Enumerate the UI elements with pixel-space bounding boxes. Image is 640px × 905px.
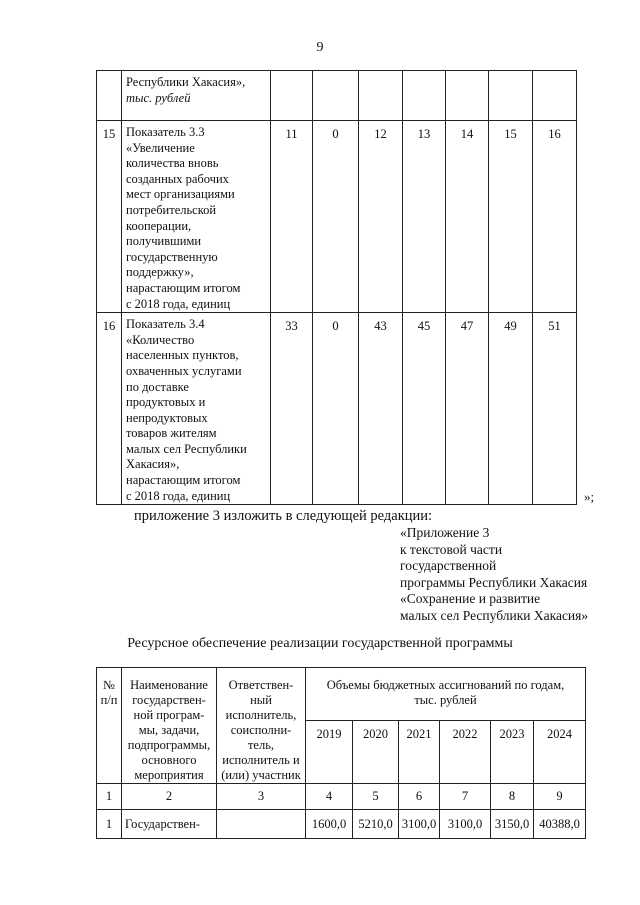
value-cell: 40388,0: [534, 810, 586, 839]
row-number: 1: [97, 810, 122, 839]
closing-quote-mark: »;: [584, 489, 595, 504]
header-name: Наименование государствен- ной програм- мы, задачи, подпрограммы, основного мероприятия: [122, 668, 217, 784]
value-cell: 3150,0: [491, 810, 534, 839]
value-cell: 0: [313, 313, 359, 505]
year-header: 2024: [534, 720, 586, 783]
value-cell: 49: [489, 313, 533, 505]
table-header-row: [97, 668, 586, 721]
appendix-caption: «Приложение 3 к текстовой части государственной программы Республики Хакасия «Сохранение и развитие малых сел Республики Хакасия»: [400, 525, 589, 623]
table-row: [97, 810, 586, 839]
indicator-name: Показатель 3.4 «Количество населенных пунктов, охваченных услугами по доставке продуктовых и непродуктовых товаров жителям малых сел Республики Хакасия», нарастающим итогом с 2018 года, единиц: [122, 313, 271, 505]
header-num: № п/п: [97, 668, 122, 784]
header-volume: Объемы бюджетных ассигнований по годам, тыс. рублей: [306, 668, 586, 721]
responsible-cell: [217, 810, 306, 839]
year-header: 2021: [399, 720, 440, 783]
value-cell: 47: [446, 313, 489, 505]
resource-table: [96, 667, 586, 839]
value-cell: 15: [489, 121, 533, 313]
year-header: 2022: [440, 720, 491, 783]
value-cell: 33: [271, 313, 313, 505]
table-row: [97, 121, 577, 313]
value-cell: 45: [403, 313, 446, 505]
value-cell: 11: [271, 121, 313, 313]
value-cell: 16: [533, 121, 577, 313]
value-cell: 1600,0: [306, 810, 353, 839]
indicators-table: [96, 70, 577, 505]
year-header: 2020: [353, 720, 399, 783]
value-cell: 0: [313, 121, 359, 313]
program-name: Государствен-: [122, 810, 217, 839]
section-heading: Ресурсное обеспечение реализации государственной программы: [127, 636, 513, 651]
header-responsible: Ответствен- ный исполнитель, соисполни- тель, исполнитель и (или) участник: [217, 668, 306, 784]
row-number: 16: [97, 313, 122, 505]
table-row: [97, 71, 577, 121]
value-cell: 14: [446, 121, 489, 313]
value-cell: 13: [403, 121, 446, 313]
page-number: 9: [316, 40, 324, 55]
year-header: 2019: [306, 720, 353, 783]
value-cell: 3100,0: [399, 810, 440, 839]
table-index-row: 1 2 3 4 5 6 7 8 9: [97, 784, 586, 810]
value-cell: 51: [533, 313, 577, 505]
value-cell: 43: [359, 313, 403, 505]
table-row: [97, 313, 577, 505]
continued-name-cell: Республики Хакасия», тыс. рублей: [122, 71, 271, 121]
value-cell: 5210,0: [353, 810, 399, 839]
year-header: 2023: [491, 720, 534, 783]
row-number: 15: [97, 121, 122, 313]
amendment-paragraph: приложение 3 изложить в следующей редакции:: [134, 508, 433, 524]
value-cell: 3100,0: [440, 810, 491, 839]
indicator-name: Показатель 3.3 «Увеличение количества вновь созданных рабочих мест организациями потребительской кооперации, получившими государственную поддержку», нарастающим итогом с 2018 года, единиц: [122, 121, 271, 313]
value-cell: 12: [359, 121, 403, 313]
